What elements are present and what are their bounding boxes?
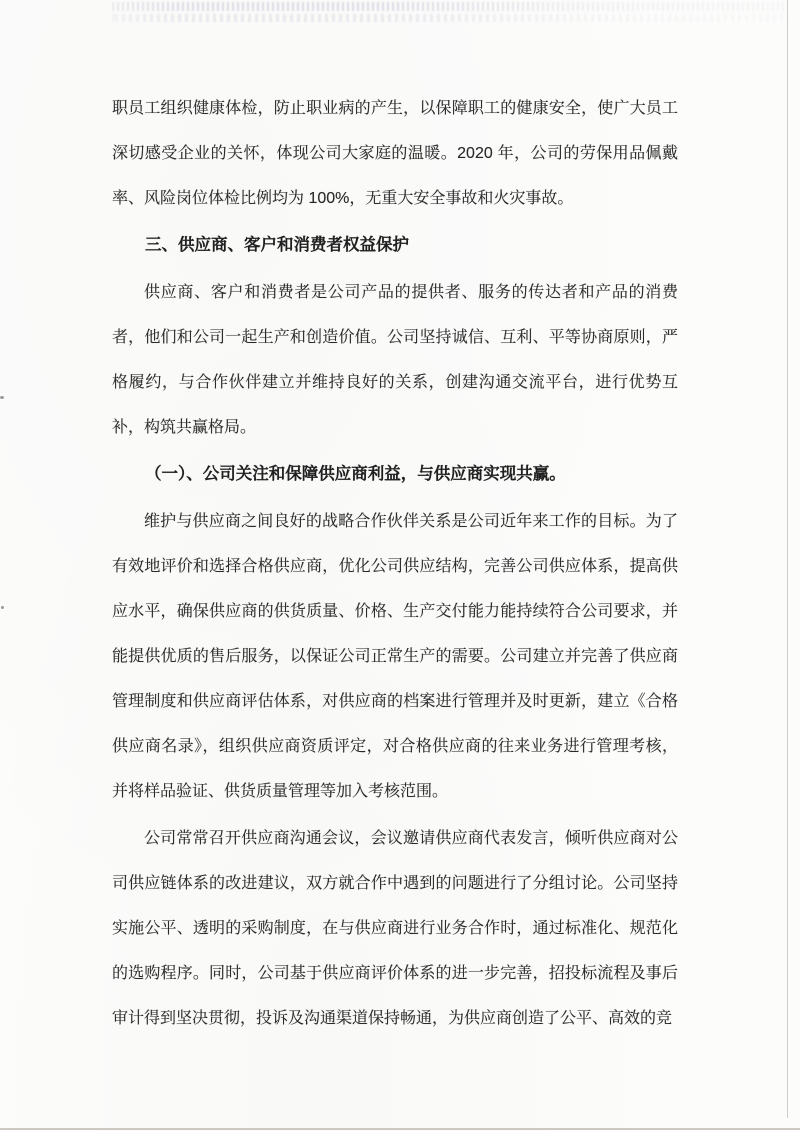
scan-streak-line — [787, 0, 788, 1118]
subsection-heading-supplier-win-win: （一）、公司关注和保障供应商利益，与供应商实现共赢。 — [145, 465, 566, 483]
scan-bleedthrough-artifact — [112, 1, 788, 25]
scan-speck — [1, 606, 4, 609]
section-heading-supplier-customer-consumer-rights: 三、供应商、客户和消费者权益保护 — [145, 236, 409, 254]
paragraph-supplier-customer-value-creation: 供应商、客户和消费者是公司产品的提供者、服务的传达者和产品的消费者，他们和公司一起生产和创造价值。公司坚持诚信、互利、平等协商原则，严格履约，与合作伙伴建立并维持良好的关系，创建沟通交流平台，进行优势互补，构筑共赢格局。 — [112, 284, 678, 436]
scan-page-edge-line — [0, 1128, 800, 1130]
scan-speck — [0, 396, 4, 399]
document-body — [112, 86, 678, 1041]
paragraph-supplier-evaluation-management: 维护与供应商之间良好的战略合作伙伴关系是公司近年来工作的目标。为了有效地评价和选择合格供应商，优化公司供应结构，完善公司供应体系，提高供应水平，确保供应商的供货质量、价格、生产交付能力能持续符合公司要求，并能提供优质的售后服务，以保证公司正常生产的需要。公司建立并完善了供应商管理制度和供应商评估体系，对供应商的档案进行管理并及时更新，建立《合格供应商名录》，组织供应商资质评定，对合格供应商的往来业务进行管理考核，并将样品验证、供货质量管理等加入考核范围。 — [112, 513, 678, 800]
paragraph-supplier-communication-procurement: 公司常常召开供应商沟通会议，会议邀请供应商代表发言，倾听供应商对公司供应链体系的改进建议，双方就合作中遇到的问题进行了分组讨论。公司坚持实施公平、透明的采购制度，在与供应商进行业务合作时，通过标准化、规范化的选购程序。同时，公司基于供应商评价体系的进一步完善，招投标流程及事后审计得到坚决贯彻，投诉及沟通渠道保持畅通，为供应商创造了公平、高效的竞 — [112, 830, 678, 1027]
paragraph-employee-health-continued: 职员工组织健康体检，防止职业病的产生，以保障职工的健康安全，使广大员工深切感受企业的关怀，体现公司大家庭的温暖。2020 年，公司的劳保用品佩戴率、风险岗位体检比例均为 100%，无重大安全事故和火灾事故。 — [112, 100, 678, 207]
